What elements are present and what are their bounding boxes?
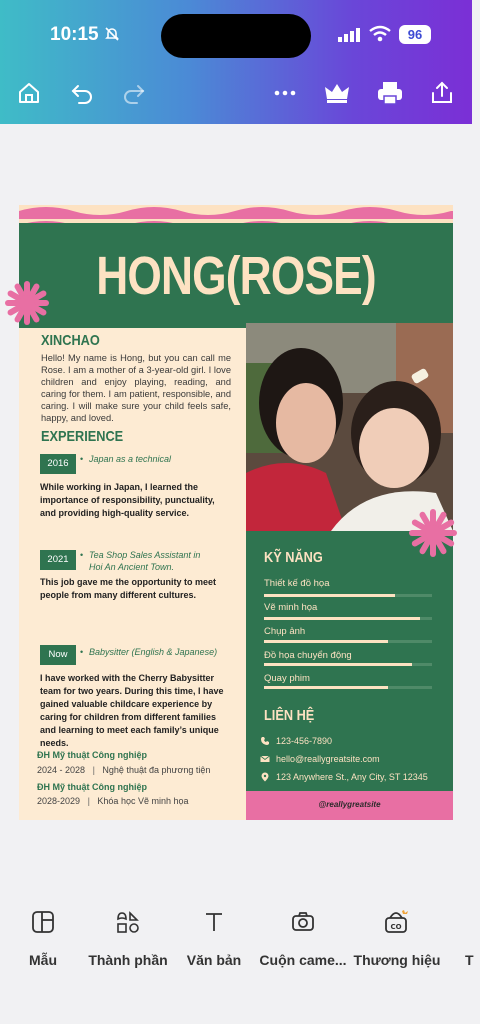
resume-document[interactable] <box>19 205 453 820</box>
experience-period-1[interactable]: 2016 <box>40 454 76 474</box>
education-line-2[interactable] <box>37 796 189 806</box>
experience-period-3[interactable]: Now <box>40 645 76 665</box>
contact-email-text: hello@reallygreatsite.com <box>276 754 380 764</box>
skills-contact-panel <box>246 531 453 791</box>
burst-decoration-left <box>9 275 55 331</box>
camera-roll-icon <box>258 908 348 936</box>
nav-templates[interactable] <box>0 908 88 968</box>
phone-icon <box>260 736 270 746</box>
skill-bar-2[interactable] <box>264 617 432 620</box>
wifi-icon <box>369 26 391 47</box>
education-school-2[interactable]: ĐH Mỹ thuật Công nghiệp <box>37 782 147 792</box>
editor-toolbar <box>0 78 472 114</box>
nav-brand-label: Thương hiệu <box>353 952 441 968</box>
mail-icon <box>260 754 270 764</box>
separator: | <box>87 796 90 806</box>
skill-bar-3[interactable] <box>264 640 432 643</box>
nav-brand[interactable] <box>352 908 442 968</box>
nav-templates-label: Mẫu <box>29 952 57 968</box>
skill-bar-1[interactable] <box>264 594 432 597</box>
contact-heading[interactable]: LIÊN HỆ <box>264 707 315 724</box>
footer-band <box>246 791 453 820</box>
skill-bar-5[interactable] <box>264 686 432 689</box>
camera-notch <box>161 14 311 58</box>
share-icon[interactable] <box>427 78 457 108</box>
xinchao-heading[interactable]: XINCHAO <box>41 332 100 349</box>
location-pin-icon <box>260 772 270 782</box>
skill-label-5[interactable]: Quay phim <box>264 673 310 684</box>
education-course-1: Nghệ thuật đa phương tiện <box>102 765 211 775</box>
nav-elements[interactable] <box>83 908 173 968</box>
education-school-1[interactable]: ĐH Mỹ thuật Công nghiệp <box>37 750 147 760</box>
brand-icon <box>352 908 442 936</box>
skill-bar-4[interactable] <box>264 663 432 666</box>
skills-heading[interactable]: KỸ NĂNG <box>264 549 323 566</box>
bottom-toolbar <box>0 908 472 988</box>
contact-address-text: 123 Anywhere St., Any City, ST 12345 <box>276 772 428 782</box>
education-line-1[interactable] <box>37 765 210 775</box>
skill-label-3[interactable]: Chụp ảnh <box>264 626 306 637</box>
status-time: 10:15 <box>50 24 99 45</box>
education-years-2: 2028-2029 <box>37 796 81 806</box>
skill-label-2[interactable]: Vẽ minh họa <box>264 602 318 613</box>
more-options-icon[interactable] <box>270 78 300 108</box>
elements-icon <box>83 908 173 936</box>
text-icon <box>169 908 259 936</box>
signal-icon <box>338 28 362 47</box>
nav-text-label: Văn bản <box>186 952 242 968</box>
home-icon[interactable] <box>14 78 44 108</box>
undo-icon[interactable] <box>67 78 97 108</box>
nav-camera-roll-label: Cuộn came... <box>259 952 347 968</box>
experience-role-3[interactable]: • Babysitter (English & Japanese) <box>89 646 229 658</box>
education-years-1: 2024 - 2028 <box>37 765 86 775</box>
nav-camera-roll[interactable] <box>258 908 348 968</box>
status-bar <box>0 22 472 50</box>
crown-icon[interactable] <box>322 78 352 108</box>
experience-text-2[interactable]: This job gave me the opportunity to meet people from many different cultures. <box>40 577 217 600</box>
nav-more[interactable] <box>440 908 480 968</box>
nav-elements-label: Thành phần <box>88 952 168 968</box>
nav-more-label: T <box>465 952 474 968</box>
skill-label-1[interactable]: Thiết kế đồ họa <box>264 578 330 589</box>
redo-icon[interactable] <box>119 78 149 108</box>
resume-title[interactable]: HONG(ROSE) <box>96 246 376 306</box>
experience-text-1[interactable]: While working in Japan, I learned the importance of responsibility, punctuality, and providing high-quality service. <box>40 482 215 518</box>
skill-label-4[interactable]: Đồ họa chuyển động <box>264 650 352 661</box>
app-header <box>0 0 472 124</box>
experience-role-2[interactable]: • Tea Shop Sales Assistant in Hoi An Ancient Town. <box>89 549 209 573</box>
title-banner <box>19 223 453 328</box>
contact-email[interactable] <box>260 754 380 764</box>
bio-text[interactable]: Hello! My name is Hong, but you can call me Rose. I am a mother of a 3-year-old girl. I love children and enjoy playing, reading, and caring for them. I am patient, responsible, and caring. I will make sure your child feels safe, happy, and loved. <box>41 353 231 423</box>
experience-text-3[interactable]: I have worked with the Cherry Babysitter team for two years. During this time, I have gained valuable childcare experience by caring for children from different families and learning to meet each family’s unique needs. <box>40 673 224 748</box>
footer-handle[interactable]: @reallygreatsite <box>318 800 381 809</box>
burst-decoration-right <box>409 503 455 565</box>
experience-heading[interactable]: EXPERIENCE <box>41 428 124 445</box>
profile-photo[interactable] <box>246 323 453 531</box>
nav-text[interactable] <box>169 908 259 968</box>
experience-period-2[interactable]: 2021 <box>40 550 76 570</box>
contact-address[interactable] <box>260 772 428 782</box>
separator: | <box>92 765 95 775</box>
experience-role-1[interactable]: • Japan as a technical <box>89 453 219 465</box>
print-icon[interactable] <box>375 78 405 108</box>
bell-muted-icon <box>104 26 120 47</box>
contact-phone-text: 123-456-7890 <box>276 736 333 746</box>
template-icon <box>0 908 88 936</box>
battery-indicator: 96 <box>399 25 431 44</box>
contact-phone[interactable] <box>260 736 332 746</box>
education-course-2: Khóa học Vẽ minh họa <box>97 796 189 806</box>
svg-text:CO: CO <box>390 923 402 931</box>
